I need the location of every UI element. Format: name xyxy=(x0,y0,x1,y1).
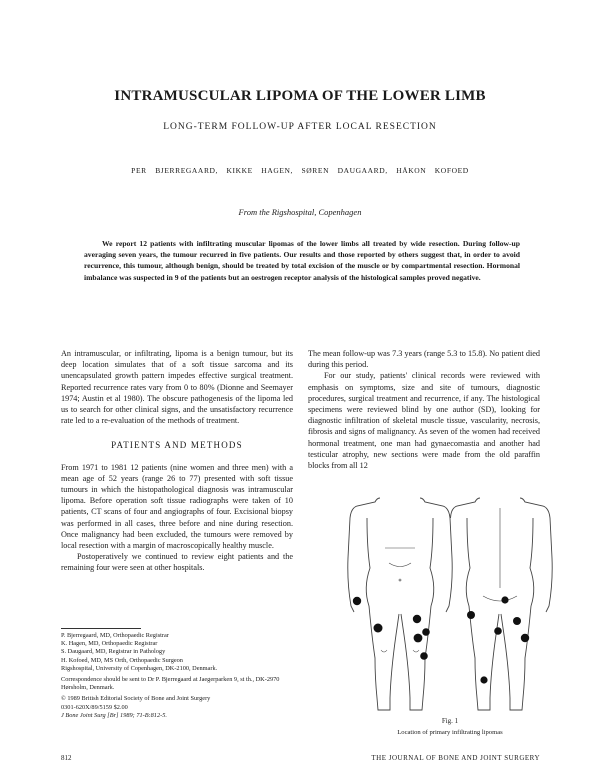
article-subtitle: LONG-TERM FOLLOW-UP AFTER LOCAL RESECTION xyxy=(163,122,437,132)
author-note-2: K. Hagen, MD, Orthopaedic Registrar xyxy=(61,640,158,648)
journal-name: THE JOURNAL OF BONE AND JOINT SURGERY xyxy=(371,754,540,762)
front-body-outline xyxy=(348,498,452,710)
lipoma-marker xyxy=(422,628,430,636)
methods-paragraph-1: From 1971 to 1981 12 patients (nine women and three men) with a mean age of 52 years (range 26 to 77) presented with soft tissue tumours in which the histopathological diagnosis was intramuscular lipoma. Before operation soft tissue radiographs were taken of 10 patients, CT scans of four and angiographs of four. Excisional biopsy was performed in all cases, three before and nine during resection. Once malignancy had been excluded, the tumours were removed by local resection with a margin of macroscopically healthy muscle. xyxy=(61,462,293,551)
affiliation: From the Rigshospital, Copenhagen xyxy=(238,207,362,217)
figure-number: Fig. 1 xyxy=(441,717,459,725)
abstract: We report 12 patients with infiltrating muscular lipomas of the lower limbs all treated by wide resection. During follow-up averaging seven years, the tumour recurred in five patients. Our results and those reported by others suggest that, in order to avoid recurrence, this tumour, although benign, should be treated by total excision of the muscle or by compartmental resection. Hormonal imbalance was suspected in 9 of the patients but an oestrogen receptor analysis of the histological samples proved negative. xyxy=(84,239,520,282)
lipoma-marker xyxy=(501,596,508,603)
study-paragraph: For our study, patients' clinical records were reviewed with emphasis on symptoms, size and site of tumours, diagnostic procedures, surgical treatment and recurrence, if any. The histological specimens were reviewed blind by one author (SD), looking for diagnostic infiltration of skeletal muscle tissue, vascularity, necrosis, fibrosis and signs of malignancy. As seven of the women had received hormonal treatment, one man had gynaecomastia and another had testicular atrophy, new sections were made from the old paraffin blocks from all 12 xyxy=(308,371,540,471)
figure-1 xyxy=(345,488,555,736)
article-title: INTRAMUSCULAR LIPOMA OF THE LOWER LIMB xyxy=(114,88,486,104)
back-body-outline xyxy=(451,498,553,710)
author-note-4: H. Kofoed, MD, MS Orth, Orthopaedic Surgeon xyxy=(61,656,183,664)
author-note-5: Rigshospital, University of Copenhagen, DK-2100, Denmark. xyxy=(61,664,218,672)
intro-paragraph: An intramuscular, or infiltrating, lipoma is a benign tumour, but its deep location simulates that of a soft tissue sarcoma and its unencapsulated growth pattern impedes effective surgical treatment. Reported recurrence rates vary from 0 to 80% (Dionne and Seemayer 1974; Austin et al 1980). The obscure pathogenesis of the lipoma led us to search for other clinical signs, and the unsatisfactory recurrence rate led to a re-evaluation of the methods of treatment. xyxy=(61,349,293,426)
issn-line: 0301-620X/89/5159 $2.00 xyxy=(61,703,128,711)
lipoma-marker xyxy=(467,611,475,619)
lipoma-marker xyxy=(494,627,502,635)
section-heading-methods: PATIENTS AND METHODS xyxy=(111,440,243,451)
right-column xyxy=(308,348,540,471)
author-list: PER BJERREGAARD, KIKKE HAGEN, SØREN DAUGAARD, HÅKON KOFOED xyxy=(131,166,469,175)
body-outline-diagram xyxy=(345,488,555,716)
page-number: 812 xyxy=(61,754,72,762)
copyright-block xyxy=(61,695,293,720)
lipoma-marker xyxy=(374,624,383,633)
followup-paragraph: The mean follow-up was 7.3 years (range 5.3 to 15.8). No patient died during this period. xyxy=(308,349,540,370)
copyright-line: © 1989 British Editorial Society of Bone and Joint Surgery xyxy=(61,695,211,703)
author-note-1: P. Bjerregaard, MD, Orthopaedic Registrar xyxy=(61,632,169,639)
correspondence-note: Correspondence should be sent to Dr P. Bjerregaard at Jaegerparken 9, st th., DK-2970 Hørsholm, Denmark. xyxy=(61,676,280,692)
lipoma-marker xyxy=(420,652,428,660)
left-column xyxy=(61,348,293,574)
author-note-lines xyxy=(61,632,293,673)
lipoma-marker xyxy=(414,634,423,643)
figure-caption: Location of primary infiltrating lipomas xyxy=(397,729,503,736)
lipoma-marker xyxy=(521,634,529,642)
notes-divider xyxy=(61,628,141,629)
author-note-3: S. Daugaard, MD, Registrar in Pathology xyxy=(61,648,166,656)
citation-line: J Bone Joint Surg [Br] 1989; 71-B:812-5. xyxy=(61,711,167,719)
lipoma-marker xyxy=(480,676,487,683)
methods-paragraph-2: Postoperatively we continued to review eight patients and the remaining four were seen at other hospitals. xyxy=(61,552,293,573)
lipoma-markers xyxy=(353,596,529,683)
lipoma-marker xyxy=(513,617,521,625)
lipoma-marker xyxy=(413,615,421,623)
lipoma-marker xyxy=(353,597,361,605)
author-notes xyxy=(61,628,293,723)
